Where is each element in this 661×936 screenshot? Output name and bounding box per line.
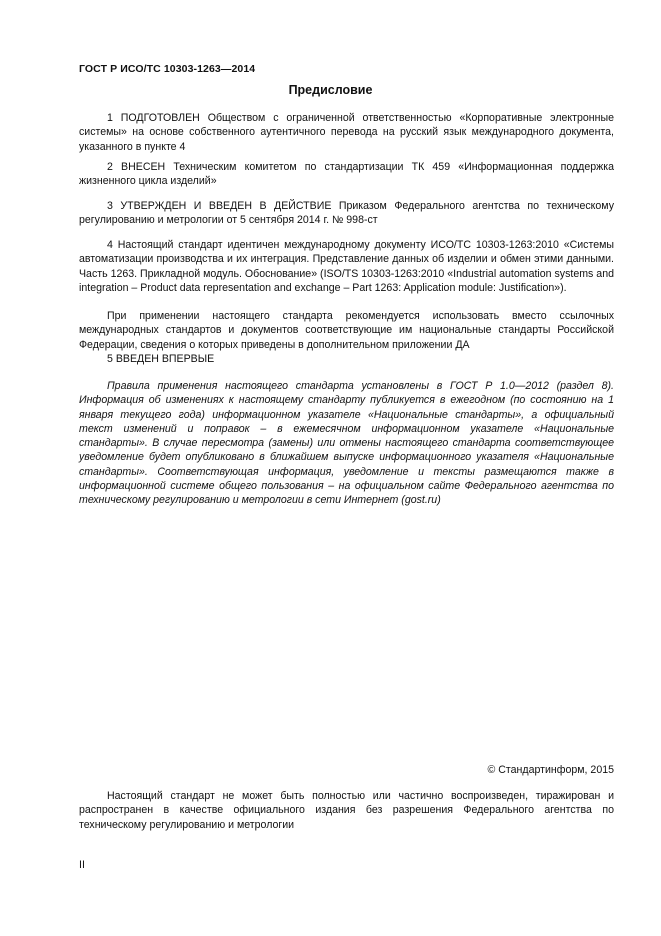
paragraph-introduced-by: 2 ВНЕСЕН Техническим комитетом по стандартизации ТК 459 «Информационная поддержка жизненного цикла изделий»: [79, 161, 614, 188]
copyright-notice: © Стандартинформ, 2015: [487, 764, 614, 776]
reproduction-notice: Настоящий стандарт не может быть полностью или частично воспроизведен, тиражирован и распространен в качестве официального издания без разрешения Федерального агентства по техническому регулированию и метрологии: [79, 790, 614, 831]
page-number: II: [79, 859, 85, 871]
paragraph-application-rules: Правила применения настоящего стандарта установлены в ГОСТ Р 1.0—2012 (раздел 8). Информация об изменениях к настоящему стандарту публикуется в ежегодном (по состоянию на 1 января текущего года) информационном указателе «Национальные стандарты», а официальный текст изменений и поправок – в ежемесячном информационном указателе «Национальные стандарты». В случае пересмотра (замены) или отмены настоящего стандарта соответствующее уведомление будет опубликовано в ближайшем выпуске информационного указателя «Национальные стандарты». Соответствующая информация, уведомление и тексты размещаются также в информационной системе общего пользования – на официальном сайте Федерального агентства по техническому регулированию и метрологии в сети Интернет (gost.ru): [79, 380, 614, 507]
paragraph-first-introduced: 5 ВВЕДЕН ВПЕРВЫЕ: [107, 353, 215, 365]
paragraph-approved: 3 УТВЕРЖДЕН И ВВЕДЕН В ДЕЙСТВИЕ Приказом Федерального агентства по техническому регулированию и метрологии от 5 сентября 2014 г. № 998-ст: [79, 200, 614, 227]
page-title: Предисловие: [288, 83, 373, 97]
paragraph-prepared-by: 1 ПОДГОТОВЛЕН Обществом с ограниченной ответственностью «Корпоративные электронные системы» на основе собственного аутентичного перевода на русский язык международного документа, указанного в пункте 4: [79, 112, 614, 153]
paragraph-identical-standard: 4 Настоящий стандарт идентичен международному документу ИСО/ТС 10303-1263:2010 «Системы автоматизации производства и их интеграция. Представление данных об изделии и обмен этими данными. Часть 1263. Прикладной модуль. Обоснование» (ISO/TS 10303-1263:2010 «Industrial automation systems and integration – Product data representation and exchange – Part 1263: Application module: Justification»).: [79, 239, 614, 294]
paragraph-reference-standards: При применении настоящего стандарта рекомендуется использовать вместо ссылочных международных стандартов и документов соответствующие им национальные стандарты Российской Федерации, сведения о которых приведены в дополнительном приложении ДА: [79, 310, 614, 351]
document-code-header: ГОСТ Р ИСО/ТС 10303-1263—2014: [79, 63, 256, 75]
